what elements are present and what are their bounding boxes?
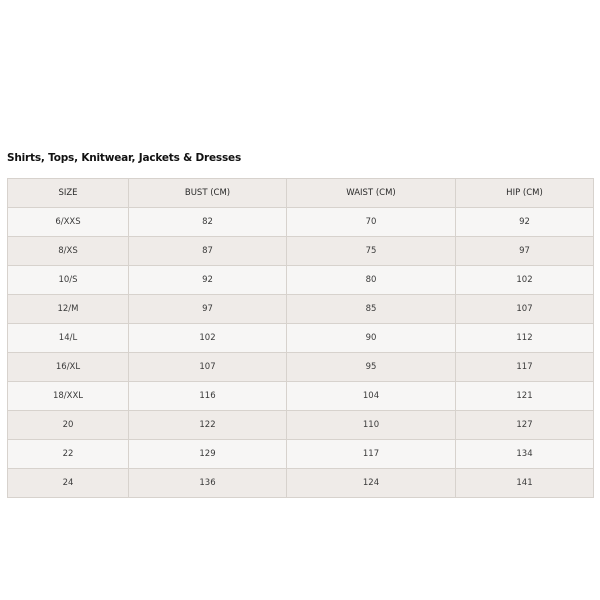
waist-cell: 85: [287, 295, 456, 324]
table-row: [8, 237, 594, 266]
bust-cell: 102: [129, 324, 287, 353]
bust-cell: 129: [129, 440, 287, 469]
hip-cell: 127: [456, 411, 594, 440]
bust-cell: 92: [129, 266, 287, 295]
waist-cell: 90: [287, 324, 456, 353]
size-cell: 18/XXL: [8, 382, 129, 411]
table-row: [8, 266, 594, 295]
size-cell: 8/XS: [8, 237, 129, 266]
hip-cell: 107: [456, 295, 594, 324]
waist-cell: 75: [287, 237, 456, 266]
hip-cell: 141: [456, 469, 594, 498]
hip-cell: 92: [456, 208, 594, 237]
table-row: [8, 469, 594, 498]
size-cell: 6/XXS: [8, 208, 129, 237]
waist-cell: 124: [287, 469, 456, 498]
table-row: [8, 295, 594, 324]
bust-cell: 97: [129, 295, 287, 324]
page-title: Shirts, Tops, Knitwear, Jackets & Dresses: [7, 152, 241, 164]
hip-cell: 134: [456, 440, 594, 469]
size-cell: 24: [8, 469, 129, 498]
hip-cell: 117: [456, 353, 594, 382]
bust-cell: 87: [129, 237, 287, 266]
waist-cell: 95: [287, 353, 456, 382]
waist-cell: 110: [287, 411, 456, 440]
hip-cell: 97: [456, 237, 594, 266]
table-row: [8, 382, 594, 411]
bust-cell: 82: [129, 208, 287, 237]
size-cell: 12/M: [8, 295, 129, 324]
header-waist: WAIST (CM): [287, 179, 456, 208]
size-cell: 22: [8, 440, 129, 469]
size-cell: 14/L: [8, 324, 129, 353]
size-cell: 16/XL: [8, 353, 129, 382]
waist-cell: 70: [287, 208, 456, 237]
waist-cell: 104: [287, 382, 456, 411]
header-hip: HIP (CM): [456, 179, 594, 208]
hip-cell: 112: [456, 324, 594, 353]
header-size: SIZE: [8, 179, 129, 208]
table-row: [8, 208, 594, 237]
waist-cell: 80: [287, 266, 456, 295]
table-header-row: [8, 179, 594, 208]
table-row: [8, 353, 594, 382]
table-row: [8, 440, 594, 469]
bust-cell: 136: [129, 469, 287, 498]
hip-cell: 102: [456, 266, 594, 295]
table-row: [8, 324, 594, 353]
size-chart-table: [7, 178, 594, 498]
bust-cell: 122: [129, 411, 287, 440]
table-row: [8, 411, 594, 440]
waist-cell: 117: [287, 440, 456, 469]
bust-cell: 107: [129, 353, 287, 382]
size-cell: 10/S: [8, 266, 129, 295]
hip-cell: 121: [456, 382, 594, 411]
header-bust: BUST (CM): [129, 179, 287, 208]
size-cell: 20: [8, 411, 129, 440]
bust-cell: 116: [129, 382, 287, 411]
